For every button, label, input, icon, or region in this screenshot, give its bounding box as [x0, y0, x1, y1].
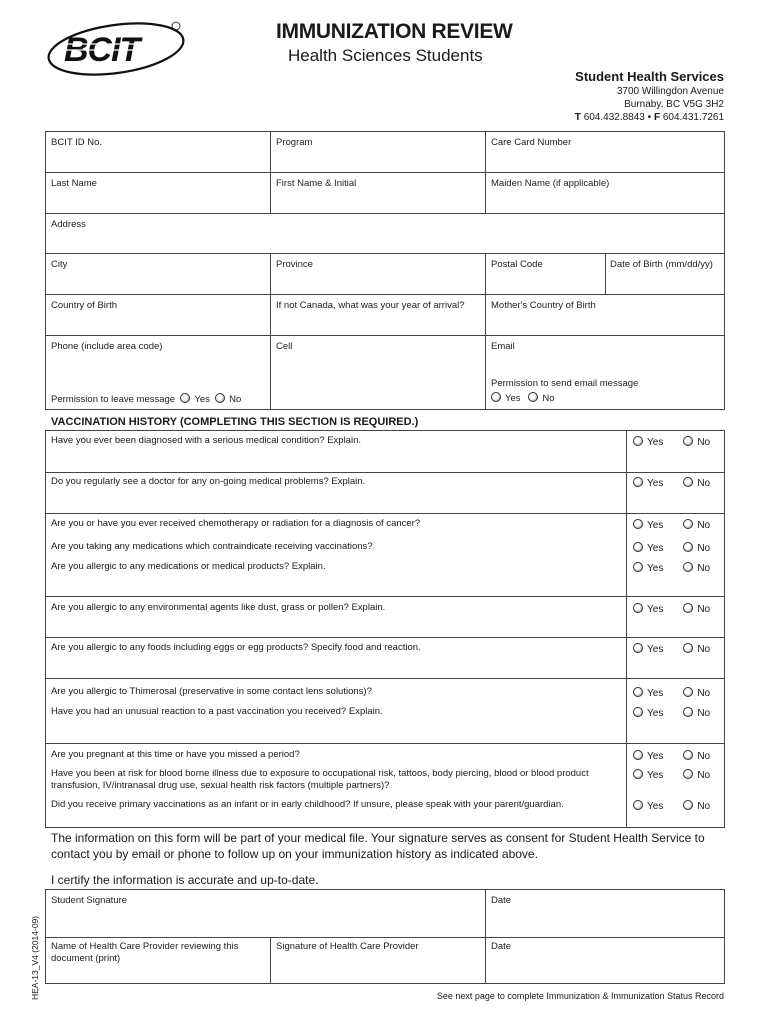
question-4-yes-radio[interactable]: Yes — [633, 542, 663, 554]
address-field[interactable]: Address — [51, 219, 86, 230]
vaccination-section-title: VACCINATION HISTORY (COMPLETING THIS SECTION IS REQUIRED.) — [51, 416, 419, 428]
phone-fax-line: T 604.432.8843 • F 604.431.7261 — [574, 112, 724, 123]
radio-icon — [683, 562, 693, 572]
radio-icon — [633, 519, 643, 529]
mother-country-field[interactable]: Mother's Country of Birth — [491, 300, 596, 311]
question-12-no-radio[interactable]: No — [683, 800, 710, 812]
form-subtitle: Health Sciences Students — [288, 46, 483, 65]
question-5-yes-radio[interactable]: Yes — [633, 562, 663, 574]
address-line-2: Burnaby, BC V5G 3H2 — [624, 99, 724, 110]
question-10-yes-radio[interactable]: Yes — [633, 750, 663, 762]
bcit-logo — [44, 14, 194, 80]
first-name-field[interactable]: First Name & Initial — [276, 178, 357, 189]
date-field-2[interactable]: Date — [491, 941, 512, 952]
question-11-options — [633, 769, 710, 781]
org-name: Student Health Services — [575, 69, 724, 84]
provider-name-field[interactable]: Name of Health Care Provider reviewing this document (print) — [51, 941, 239, 964]
radio-icon — [633, 750, 643, 760]
radio-icon — [683, 769, 693, 779]
svg-text:BCIT: BCIT — [64, 31, 140, 69]
year-arrival-field[interactable]: If not Canada, what was your year of arrival? — [276, 300, 465, 311]
radio-icon — [683, 707, 693, 717]
question-9: Have you had an unusual reaction to a past vaccination you received? Explain. — [51, 706, 383, 717]
question-5-options — [633, 562, 710, 574]
question-11-yes-radio[interactable]: Yes — [633, 769, 663, 781]
radio-icon — [633, 800, 643, 810]
postal-code-field[interactable]: Postal Code — [491, 259, 543, 270]
question-1-yes-radio[interactable]: Yes — [633, 436, 663, 448]
question-9-options — [633, 707, 710, 719]
question-1-options — [633, 436, 710, 448]
radio-icon — [683, 687, 693, 697]
question-2-yes-radio[interactable]: Yes — [633, 477, 663, 489]
maiden-name-field[interactable]: Maiden Name (if applicable) — [491, 178, 610, 189]
question-12: Did you receive primary vaccinations as an infant or in early childhood? If unsure, please speak with your parent/guardian. — [51, 799, 564, 810]
question-9-yes-radio[interactable]: Yes — [633, 707, 663, 719]
question-7: Are you allergic to any foods including eggs or egg products? Specify food and reaction. — [51, 642, 421, 653]
question-7-no-radio[interactable]: No — [683, 643, 710, 655]
question-7-options — [633, 643, 710, 655]
permission-message-no[interactable]: No — [215, 393, 241, 405]
question-5-no-radio[interactable]: No — [683, 562, 710, 574]
cell-field[interactable]: Cell — [276, 341, 293, 352]
radio-icon — [633, 707, 643, 717]
radio-icon — [633, 477, 643, 487]
form-code: HEA-13_V4 (2014-09) — [30, 915, 40, 1000]
question-3-no-radio[interactable]: No — [683, 519, 710, 531]
radio-icon — [683, 603, 693, 613]
student-signature-field[interactable]: Student Signature — [51, 895, 128, 906]
permission-email-yes[interactable]: Yes — [491, 392, 521, 404]
radio-icon — [633, 643, 643, 653]
radio-icon — [633, 562, 643, 572]
dob-field[interactable]: Date of Birth (mm/dd/yy) — [610, 259, 713, 270]
radio-icon — [683, 542, 693, 552]
radio-icon — [683, 519, 693, 529]
question-1-no-radio[interactable]: No — [683, 436, 710, 448]
permission-email-no[interactable]: No — [528, 392, 554, 404]
date-field[interactable]: Date — [491, 895, 512, 906]
permission-email-row — [491, 392, 555, 404]
form-title: IMMUNIZATION REVIEW — [276, 20, 513, 43]
question-6-yes-radio[interactable]: Yes — [633, 603, 663, 615]
question-2-options — [633, 477, 710, 489]
question-2-no-radio[interactable]: No — [683, 477, 710, 489]
question-11: Have you been at risk for blood borne illness due to exposure to occupational risk, tattoos, body piercing, blood or blood product transfusion, IV/intranasal drug use, sexual health risk factors (multiple partners)? — [51, 768, 589, 791]
question-8: Are you allergic to Thimerosal (preservative in some contact lens solutions)? — [51, 686, 372, 697]
radio-icon — [683, 436, 693, 446]
question-8-yes-radio[interactable]: Yes — [633, 687, 663, 699]
question-9-no-radio[interactable]: No — [683, 707, 710, 719]
question-10: Are you pregnant at this time or have you missed a period? — [51, 749, 300, 760]
city-field[interactable]: City — [51, 259, 68, 270]
question-10-options — [633, 750, 710, 762]
question-12-yes-radio[interactable]: Yes — [633, 800, 663, 812]
bcit-id-field[interactable]: BCIT ID No. — [51, 137, 103, 148]
permission-message-yes[interactable]: Yes — [180, 393, 210, 405]
phone-field[interactable]: Phone (include area code) — [51, 341, 163, 352]
radio-icon — [633, 542, 643, 552]
question-6-no-radio[interactable]: No — [683, 603, 710, 615]
radio-icon — [633, 769, 643, 779]
address-line-1: 3700 Willingdon Avenue — [616, 86, 724, 97]
radio-icon — [633, 603, 643, 613]
question-8-no-radio[interactable]: No — [683, 687, 710, 699]
email-field[interactable]: Email — [491, 341, 515, 352]
question-5: Are you allergic to any medications or medical products? Explain. — [51, 561, 326, 572]
province-field[interactable]: Province — [276, 259, 313, 270]
question-2: Do you regularly see a doctor for any on-going medical problems? Explain. — [51, 476, 366, 487]
radio-icon — [683, 750, 693, 760]
next-page-note: See next page to complete Immunization & Immunization Status Record — [436, 991, 724, 1001]
question-10-no-radio[interactable]: No — [683, 750, 710, 762]
question-1: Have you ever been diagnosed with a serious medical condition? Explain. — [51, 435, 361, 446]
radio-icon — [633, 687, 643, 697]
radio-icon — [683, 477, 693, 487]
question-8-options — [633, 687, 710, 699]
question-7-yes-radio[interactable]: Yes — [633, 643, 663, 655]
radio-icon — [683, 800, 693, 810]
radio-icon — [683, 643, 693, 653]
question-4-options — [633, 542, 710, 554]
question-3-yes-radio[interactable]: Yes — [633, 519, 663, 531]
question-11-no-radio[interactable]: No — [683, 769, 710, 781]
question-4-no-radio[interactable]: No — [683, 542, 710, 554]
consent-paragraph: The information on this form will be part of your medical file. Your signature serves as consent for Student Health Service to contact you by email or phone to follow up on your immunization history as indicated above. — [51, 831, 705, 861]
care-card-field[interactable]: Care Card Number — [491, 137, 572, 148]
permission-email-label: Permission to send email message — [491, 378, 639, 389]
radio-icon — [633, 436, 643, 446]
provider-signature-field[interactable]: Signature of Health Care Provider — [276, 941, 419, 952]
program-field[interactable]: Program — [276, 137, 313, 148]
country-birth-field[interactable]: Country of Birth — [51, 300, 117, 311]
last-name-field[interactable]: Last Name — [51, 178, 97, 189]
question-4: Are you taking any medications which contraindicate receiving vaccinations? — [51, 541, 373, 552]
question-12-options — [633, 800, 710, 812]
permission-message-row: Permission to leave message Yes No — [51, 394, 242, 405]
question-3-options — [633, 519, 710, 531]
certify-statement: I certify the information is accurate and up-to-date. — [51, 873, 319, 887]
question-6-options — [633, 603, 710, 615]
question-6: Are you allergic to any environmental agents like dust, grass or pollen? Explain. — [51, 602, 386, 613]
question-3: Are you or have you ever received chemotherapy or radiation for a diagnosis of cancer? — [51, 518, 421, 529]
contact-block — [575, 68, 724, 124]
